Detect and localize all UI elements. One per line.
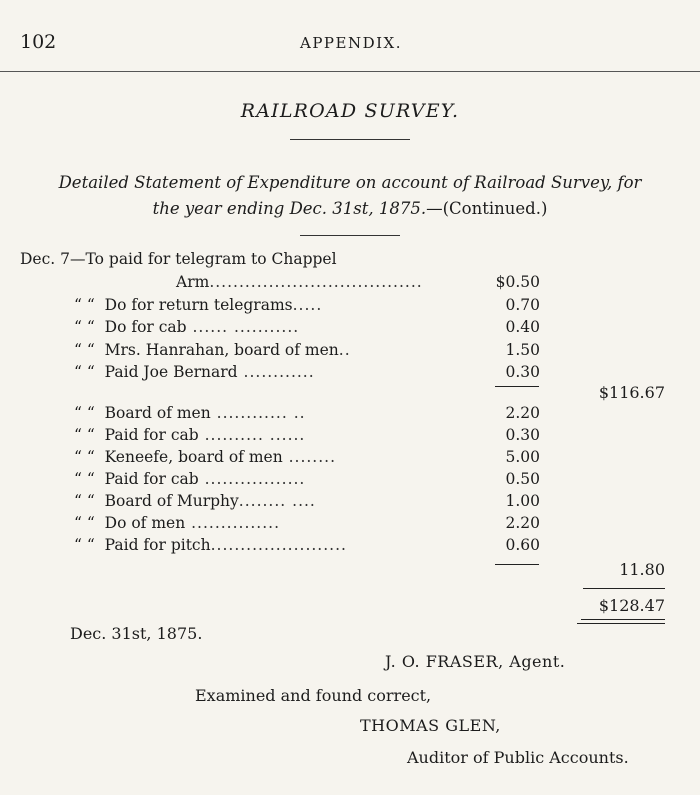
leader-dots: ........ .... — [238, 492, 316, 510]
grand-total-rule-top — [583, 588, 665, 589]
header-rule — [0, 71, 700, 72]
entry-7-amount: 0.30 — [505, 426, 540, 444]
leader-dots: ........ — [282, 448, 337, 466]
ditto-marks: “ “ — [74, 470, 95, 488]
grand-total-rule-1 — [581, 619, 665, 620]
grand-total-rule-2 — [577, 623, 665, 624]
entry-6 — [74, 404, 306, 422]
ditto-marks: “ “ — [74, 318, 95, 336]
grand-total: $128.47 — [598, 596, 665, 615]
entry-4 — [74, 341, 351, 359]
page-number: 102 — [20, 31, 57, 53]
entry-11 — [74, 514, 280, 532]
entry-9 — [74, 470, 305, 488]
leader-dots: ..... — [292, 296, 323, 314]
entry-4-text: Mrs. Hanrahan, board of men — [104, 341, 339, 359]
leader-dots: .. — [338, 341, 351, 359]
leader-dots: ............ — [237, 363, 315, 381]
subtotal-rule-2 — [495, 564, 539, 565]
leader-dots: ....................... — [210, 536, 347, 554]
entry-1-cont — [176, 273, 423, 291]
ditto-marks: “ “ — [74, 448, 95, 466]
entry-10-amount: 1.00 — [505, 492, 540, 510]
entry-3 — [74, 318, 299, 336]
running-title: APPENDIX. — [300, 34, 402, 52]
entry-1-amount: $0.50 — [495, 273, 540, 291]
entry-2 — [74, 296, 322, 314]
entry-6-amount: 2.20 — [505, 404, 540, 422]
ditto-marks: “ “ — [74, 514, 95, 532]
subtitle-line-2 — [0, 199, 700, 218]
brought-forward-total: $116.67 — [598, 383, 665, 402]
subtotal: 11.80 — [619, 560, 665, 579]
auditor-name: THOMAS GLEN, — [360, 716, 501, 735]
entry-12-text: Paid for pitch — [104, 536, 211, 554]
subtitle-continued: (Continued.) — [442, 199, 548, 218]
entry-11-amount: 2.20 — [505, 514, 540, 532]
entry-2-text: Do for return telegrams — [104, 296, 293, 314]
section-title: RAILROAD SURVEY. — [240, 100, 460, 122]
subtitle-underline — [300, 235, 400, 236]
ditto-marks: “ “ — [74, 492, 95, 510]
agent-signature: J. O. FRASER, Agent. — [385, 652, 566, 671]
entry-5 — [74, 363, 315, 381]
leader-dots: ...... ........... — [186, 318, 300, 336]
entry-3-amount: 0.40 — [505, 318, 540, 336]
entry-7 — [74, 426, 305, 444]
entry-9-text: Paid for cab — [104, 470, 199, 488]
title-underline — [290, 139, 410, 140]
subtitle-line-2-italic: the year ending Dec. 31st, 1875.— — [152, 199, 443, 218]
entry-7-text: Paid for cab — [104, 426, 199, 444]
examined-statement: Examined and found correct, — [195, 686, 432, 705]
entry-10 — [74, 492, 316, 510]
entry-9-amount: 0.50 — [505, 470, 540, 488]
entry-12 — [74, 536, 347, 554]
ditto-marks: “ “ — [74, 341, 95, 359]
entry-6-text: Board of men — [104, 404, 211, 422]
leader-dots: ............... — [185, 514, 281, 532]
entry-1-cont-text: Arm — [176, 273, 210, 291]
entry-4-amount: 1.50 — [505, 341, 540, 359]
entry-1-text: Dec. 7—To paid for telegram to Chappel — [20, 250, 337, 268]
leader-dots: .......... ...... — [198, 426, 306, 444]
leader-dots: .................................... — [209, 273, 423, 291]
entry-5-text: Paid Joe Bernard — [104, 363, 238, 381]
ditto-marks: “ “ — [74, 404, 95, 422]
leader-dots: ................. — [198, 470, 306, 488]
entry-8-amount: 5.00 — [505, 448, 540, 466]
entry-10-text: Board of Murphy — [104, 492, 239, 510]
ditto-marks: “ “ — [74, 426, 95, 444]
entry-8-text: Keneefe, board of men — [104, 448, 283, 466]
closing-date: Dec. 31st, 1875. — [70, 624, 203, 643]
ditto-marks: “ “ — [74, 536, 95, 554]
entry-11-text: Do of men — [104, 514, 186, 532]
entry-2-amount: 0.70 — [505, 296, 540, 314]
ditto-marks: “ “ — [74, 296, 95, 314]
entry-5-amount: 0.30 — [505, 363, 540, 381]
subtitle-line-1: Detailed Statement of Expenditure on account of Railroad Survey, for — [58, 173, 642, 192]
auditor-title: Auditor of Public Accounts. — [407, 748, 629, 767]
entry-3-text: Do for cab — [104, 318, 187, 336]
entry-8 — [74, 448, 336, 466]
entry-12-amount: 0.60 — [505, 536, 540, 554]
ditto-marks: “ “ — [74, 363, 95, 381]
leader-dots: ............ .. — [210, 404, 306, 422]
subtotal-rule-1 — [495, 386, 539, 387]
